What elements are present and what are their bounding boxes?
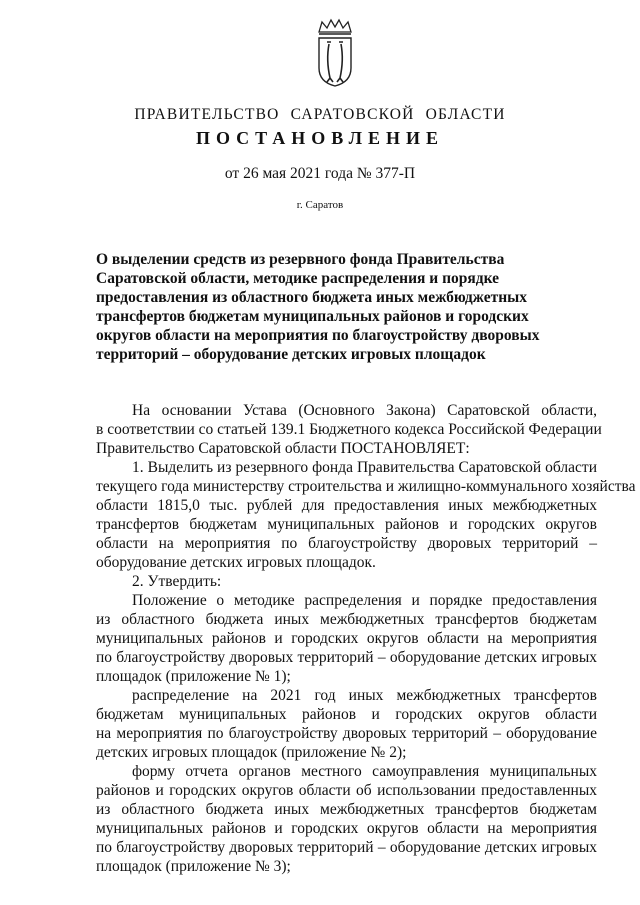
body-text-line: на мероприятия по благоустройству дворовых территорий – оборудование [96,725,597,742]
document-subject [96,250,540,364]
body-text-line: районов и городских округов области об использовании предоставленных [96,782,597,799]
issuing-authority: ПРАВИТЕЛЬСТВО САРАТОВСКОЙ ОБЛАСТИ [134,106,506,123]
body-text-line: по благоустройству дворовых территорий – оборудование детских игровых [96,839,597,856]
body-text-line: оборудование детских игровых площадок. [96,554,376,571]
body-text-line: 1. Выделить из резервного фонда Правительства Саратовской области [132,459,597,476]
subject-line: О выделении средств из резервного фонда Правительства [96,251,505,268]
body-text-line: в соответствии со статьей 139.1 Бюджетного кодекса Российской Федерации [96,421,602,438]
body-text-line: Положение о методике распределения и порядке предоставления [132,592,597,609]
body-text-line: Правительство Саратовской области ПОСТАНОВЛЯЕТ: [96,440,470,457]
coat-of-arms-emblem [314,18,356,88]
body-text-line: На основании Устава (Основного Закона) Саратовской области, [132,402,597,419]
document-date-number: от 26 мая 2021 года № 377-П [224,165,416,182]
body-text-line: 2. Утвердить: [132,573,222,590]
body-text-line: распределение на 2021 год иных межбюджетных трансфертов [132,687,597,704]
body-text-line: площадок (приложение № 3); [96,858,291,875]
body-text-line: муниципальных районов и городских округов области на мероприятия [96,820,597,837]
body-text-line: бюджетам муниципальных районов и городских округов области [96,706,597,723]
body-text-line: форму отчета органов местного самоуправления муниципальных [132,763,597,780]
body-text-line: области на мероприятия по благоустройству дворовых территорий – [96,535,597,552]
document-type-title: ПОСТАНОВЛЕНИЕ [195,128,445,148]
body-text-line: из областного бюджета иных межбюджетных трансфертов бюджетам [96,611,597,628]
subject-line: территорий – оборудование детских игровых площадок [96,346,486,363]
body-text-line: муниципальных районов и городских округов области на мероприятия [96,630,597,647]
body-text-line: из областного бюджета иных межбюджетных трансфертов бюджетам [96,801,597,818]
body-text-line: площадок (приложение № 1); [96,668,291,685]
subject-line: округов области на мероприятия по благоустройству дворовых [96,327,540,344]
body-text-line: области 1815,0 тыс. рублей для предоставления иных межбюджетных [96,497,597,514]
body-text-line: детских игровых площадок (приложение № 2); [96,744,407,761]
body-text-line: по благоустройству дворовых территорий – оборудование детских игровых [96,649,597,666]
subject-line: трансфертов бюджетам муниципальных районов и городских [96,308,529,325]
document-body [96,401,636,876]
body-text-line: трансфертов бюджетам муниципальных районов и городских округов [96,516,597,533]
subject-line: предоставления из областного бюджета иных межбюджетных [96,289,527,306]
document-city: г. Саратов [296,199,344,211]
body-text-line: текущего года министерству строительства и жилищно-коммунального хозяйства [96,478,636,495]
subject-line: Саратовской области, методике распределения и порядке [96,270,500,287]
